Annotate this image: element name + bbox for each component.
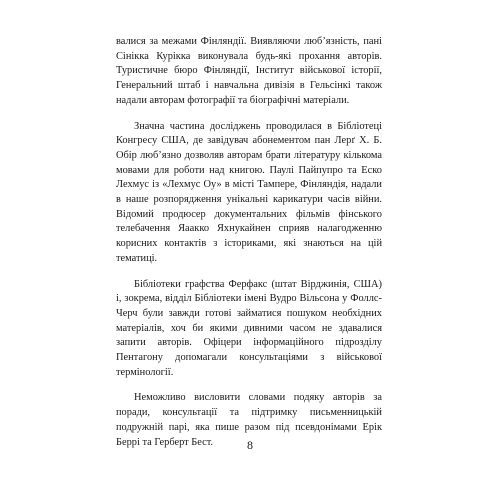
page-number: 8	[247, 438, 253, 452]
paragraph-continuation: валися за межами Фінляндії. Виявляючи люб’язність, пані Сінікка Курікка виконувала будь-які прохання авторів. Туристичне бюро Фінляндії, Інститут військової історії, Генеральний штаб і навчальна дивізія в Гельсінкі також надали авторам фотографії та біографічні матеріали.	[116, 36, 382, 106]
paragraph-library-of-congress: Значна частина досліджень проводилася в Бібліотеці Конгресу США, де завідувач абонементом пан Лерґ Х. Б. Обір люб’язно дозволяв авторам брати літературу кількома мовами для роботи над книгою. Паулі Пайпупро та Еско Лехмус із «Лехмус Оу» в місті Тампере, Фінляндія, надали в наше розпорядження унікальні карикатури часів війни. Відомий продюсер документальних фільмів фінського телебачення Яаакко Яхнукайнен сприяв налагодженню корисних контактів з істориками, які знаються на цій тематиці.	[116, 120, 382, 264]
body-text	[116, 35, 382, 461]
paragraph-thanks: Неможливо висловити словами подяку авторів за поради, консультації та підтримку письменницькій подружній парі, яка пише разом під псевдонімами Ерік Беррі та Герберт Бест.	[116, 392, 382, 448]
paragraph-fairfax-libraries: Бібліотеки графства Ферфакс (штат Вірджинія, США) і, зокрема, відділ Бібліотеки імені Вудро Вільсона у Фоллс-Черч були завжди готові займатися пошуком необхідних матеріалів, хоч би якими дивними часом не здавалися запити авторів. Офіцери інформаційного підрозділу Пентагону допомагали консультаціями з військової термінології.	[116, 278, 382, 378]
